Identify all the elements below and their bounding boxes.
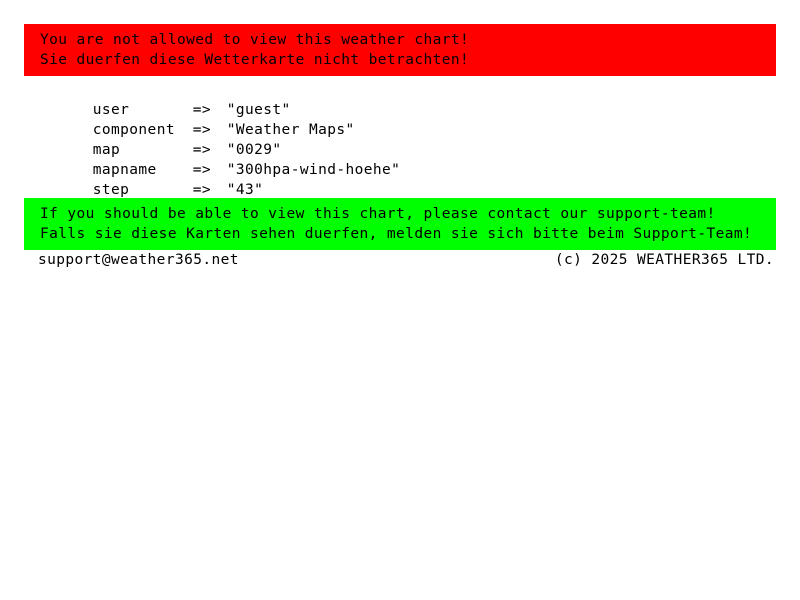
footer bbox=[38, 250, 774, 270]
parameter-key-user: user bbox=[92, 102, 130, 118]
parameter-value-user: "guest" bbox=[226, 102, 291, 118]
parameter-value-step: "43" bbox=[226, 182, 264, 198]
parameter-key-map: map bbox=[92, 142, 121, 158]
parameter-key-component: component bbox=[92, 122, 175, 138]
info-banner-line-en: If you should be able to view this chart, please contact our support-team! bbox=[40, 206, 716, 222]
parameter-value-mapname: "300hpa-wind-hoehe" bbox=[226, 162, 401, 178]
copyright-text: (c) 2025 WEATHER365 LTD. bbox=[554, 252, 774, 268]
info-banner-line-de: Falls sie diese Karten sehen duerfen, melden sie sich bitte beim Support-Team! bbox=[40, 226, 753, 242]
parameter-arrow-step: => bbox=[192, 182, 212, 198]
parameter-value-map: "0029" bbox=[226, 142, 282, 158]
error-banner-line-en: You are not allowed to view this weather chart! bbox=[40, 32, 470, 48]
parameter-key-step: step bbox=[92, 182, 130, 198]
parameter-arrow-user: => bbox=[192, 102, 212, 118]
parameter-value-component: "Weather Maps" bbox=[226, 122, 355, 138]
parameter-list bbox=[38, 80, 401, 198]
info-banner bbox=[24, 198, 776, 250]
parameter-row-user bbox=[38, 80, 400, 118]
parameter-arrow-map: => bbox=[192, 142, 212, 158]
parameter-key-mapname: mapname bbox=[92, 162, 157, 178]
parameter-arrow-mapname: => bbox=[192, 162, 212, 178]
parameter-arrow-component: => bbox=[192, 122, 212, 138]
error-banner bbox=[24, 24, 776, 76]
support-email-link[interactable]: support@weather365.net bbox=[38, 252, 239, 268]
error-banner-line-de: Sie duerfen diese Wetterkarte nicht betrachten! bbox=[40, 52, 470, 68]
